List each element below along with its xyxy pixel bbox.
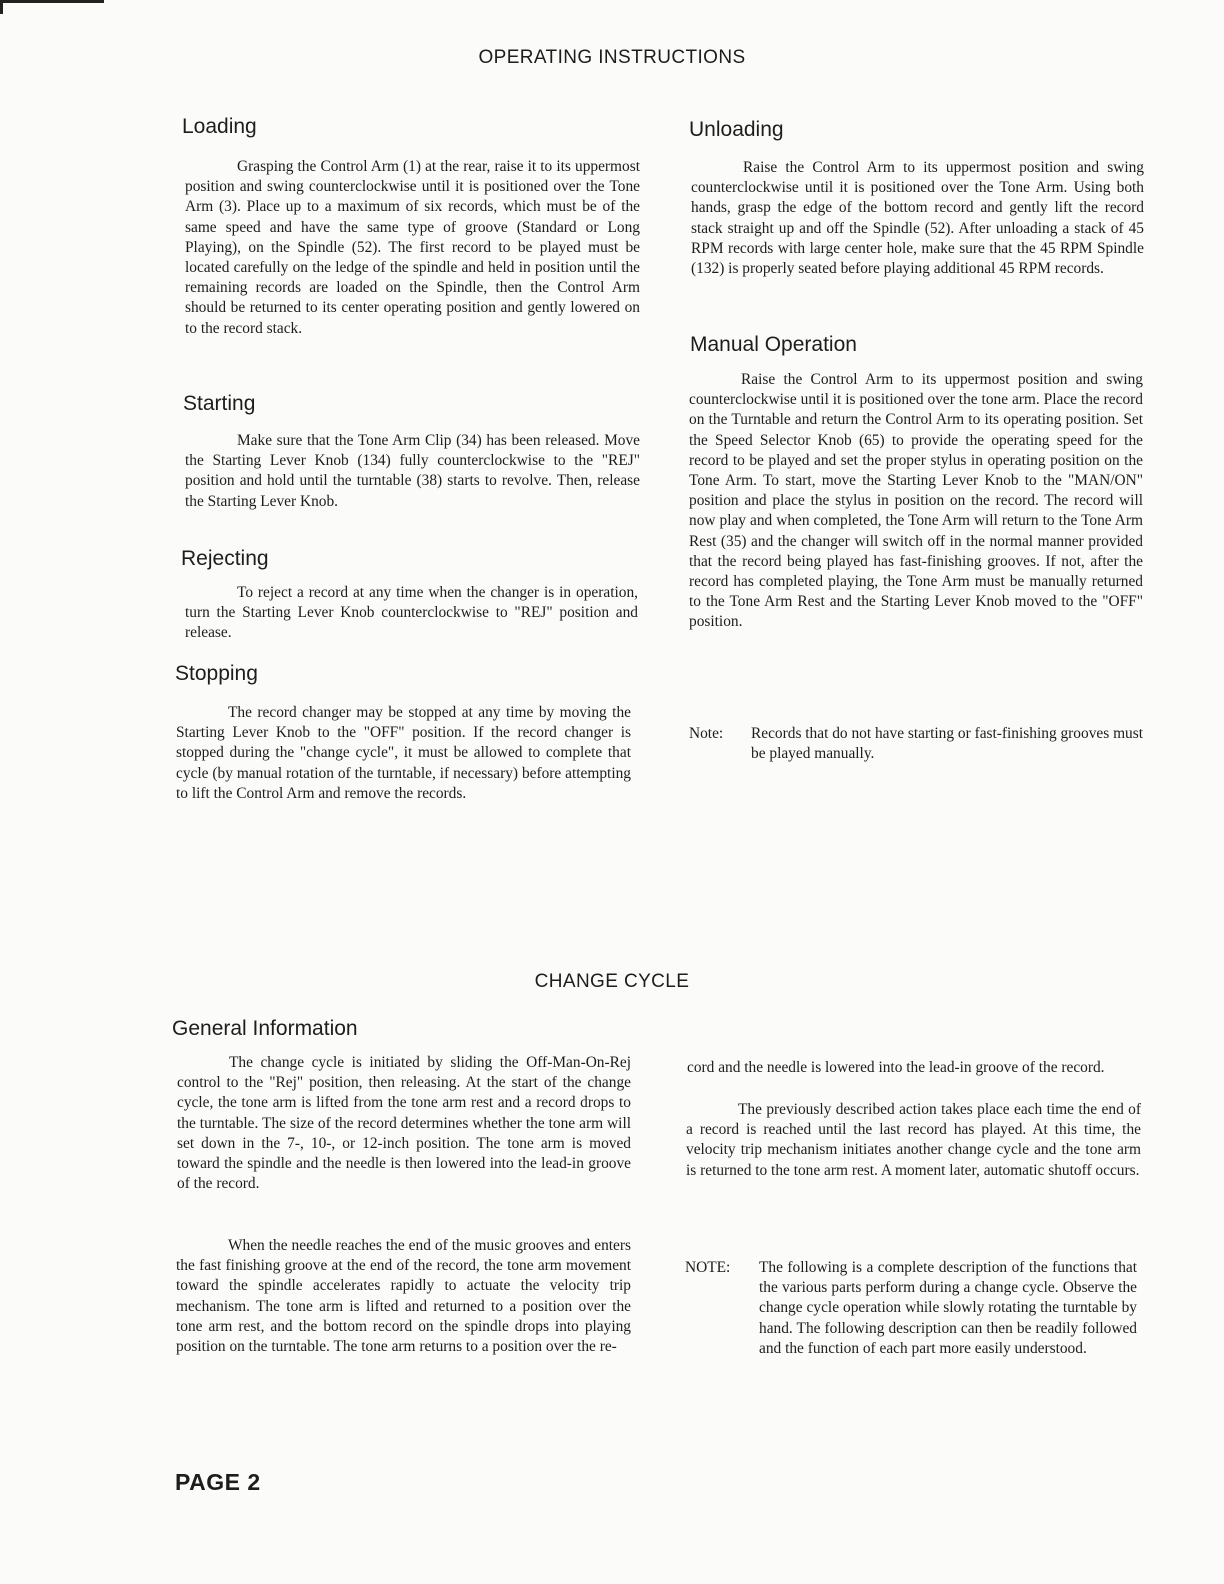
- note-text: The following is a complete description of the functions that the various parts perform during a change cycle. Observe the change cycle operation while slowly rotating the turntable by hand. The following description can then be readily followed and the function of each part more easily understood.: [759, 1259, 1137, 1357]
- rejecting-text: To reject a record at any time when the changer is in operation, turn the Starting Lever Knob counterclockwise to "REJ" position and release.: [185, 584, 638, 642]
- starting-heading: Starting: [183, 392, 256, 415]
- page-number: PAGE 2: [175, 1469, 261, 1495]
- loading-text: Grasping the Control Arm (1) at the rear, raise it to its uppermost position and swing counterclockwise until it is positioned over the Tone Arm (3). Place up to a maximum of six records, which must be of the same speed and have the same type of groove (Standard or Long Playing), on the Spindle (52). The first record to be played must be located carefully on the ledge of the spindle and held in position until the remaining records are loaded on the Spindle, then the Control Arm should be returned to its center operating position and gently lowered on to the record stack.: [185, 158, 640, 337]
- rejecting-heading: Rejecting: [181, 547, 269, 570]
- scan-corner-mark-vertical: [0, 0, 3, 14]
- note-label: Note:: [689, 725, 724, 742]
- note-label: NOTE:: [685, 1259, 731, 1276]
- stopping-text: The record changer may be stopped at any time by moving the Starting Lever Knob to the "OFF" position. If the record changer is stopped during the "change cycle", it must be allowed to complete that cycle (by manual rotation of the turntable, if necessary) before attempting to lift the Control Arm and remove the records.: [176, 704, 631, 802]
- unloading-text: Raise the Control Arm to its uppermost position and swing counterclockwise until it is positioned over the Tone Arm. Using both hands, grasp the edge of the bottom record and gently lift the record stack straight up and off the Spindle (52). After unloading a stack of 45 RPM records with large center hole, make sure that the 45 RPM Spindle (132) is properly seated before playing additional 45 RPM records.: [691, 159, 1144, 278]
- note-manual-records: [689, 724, 1143, 768]
- note-text: Records that do not have starting or fast-finishing grooves must be played manually.: [751, 725, 1143, 763]
- starting-text: Make sure that the Tone Arm Clip (34) has been released. Move the Starting Lever Knob (134) fully counterclockwise to the "REJ" position and hold until the turntable (38) starts to revolve. Then, release the Starting Lever Knob.: [185, 432, 640, 510]
- page-title: OPERATING INSTRUCTIONS: [478, 47, 746, 68]
- scan-corner-mark: [0, 0, 104, 3]
- change-cycle-title: CHANGE CYCLE: [534, 971, 690, 992]
- manual-operation-heading: Manual Operation: [690, 333, 857, 356]
- change-cycle-paragraph-3: The previously described action takes place each time the end of a record is reached until the last record has played. At this time, the velocity trip mechanism initiates another change cycle and the tone arm is returned to the tone arm rest. A moment later, automatic shutoff occurs.: [686, 1101, 1141, 1179]
- note-change-cycle-description: [685, 1258, 1139, 1408]
- general-information-heading: General Information: [172, 1017, 358, 1040]
- change-cycle-paragraph-2: When the needle reaches the end of the music grooves and enters the fast finishing groove at the end of the record, the tone arm movement toward the spindle accelerates rapidly to actuate the velocity trip mechanism. The tone arm is lifted and returned to a position over the tone arm rest, and the bottom record on the spindle drops into playing position on the turntable. The tone arm returns to a position over the re-: [176, 1237, 631, 1356]
- change-cycle-paragraph-1: The change cycle is initiated by sliding the Off-Man-On-Rej control to the "Rej" position, then releasing. At the start of the change cycle, the tone arm is lifted from the tone arm rest and a record drops to the turntable. The size of the record determines whether the tone arm will set down in the 7-, 10-, or 12-inch position. The tone arm is moved toward the spindle and the needle is then lowered into the lead-in groove of the record.: [177, 1054, 631, 1193]
- change-cycle-paragraph-2-continued: cord and the needle is lowered into the lead-in groove of the record.: [687, 1059, 1105, 1076]
- stopping-heading: Stopping: [175, 662, 258, 685]
- loading-heading: Loading: [182, 115, 257, 138]
- unloading-heading: Unloading: [689, 118, 784, 141]
- manual-operation-text: Raise the Control Arm to its uppermost position and swing counterclockwise until it is positioned over the tone arm. Place the record on the Turntable and return the Control Arm to its operating position. Set the Speed Selector Knob (65) to provide the operating speed for the record to be played and set the proper stylus in operating position on the Tone Arm. To start, move the Starting Lever Knob to the "MAN/ON" position and place the stylus in position on the record. The record will now play and when completed, the Tone Arm will return to the Tone Arm Rest (35) and the changer will switch off in the normal manner provided that the record being played has fast-finishing grooves. If not, after the record has completed playing, the Tone Arm must be manually returned to the Tone Arm Rest and the Starting Lever Knob moved to the "OFF" position.: [689, 371, 1143, 631]
